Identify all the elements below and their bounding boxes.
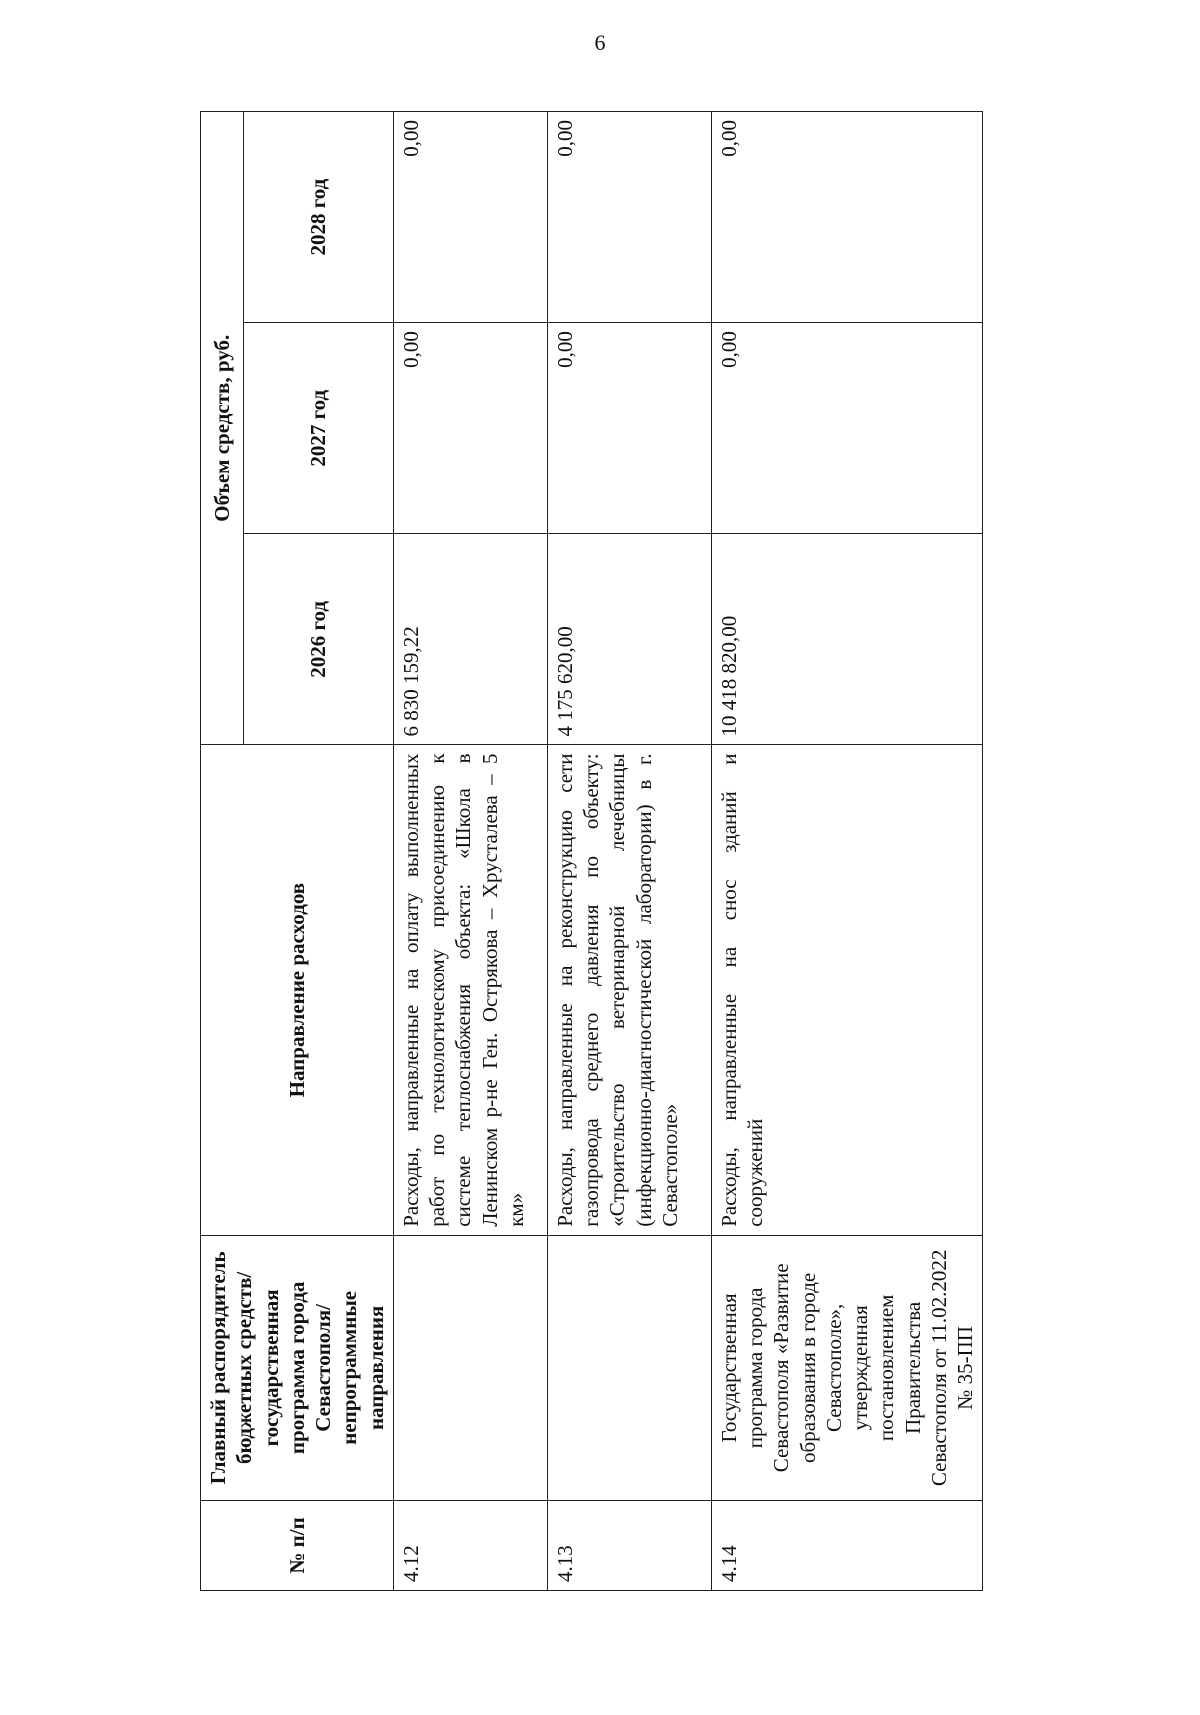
rotated-table-container — [200, 111, 977, 1591]
row-value-2027: 0,00 — [547, 323, 711, 534]
row-num: 4.12 — [393, 1500, 547, 1590]
row-value-2028: 0,00 — [393, 112, 547, 323]
header-org: Главный распорядитель бюджетных средств/государственная программа города Севастополя/непрограммные направления — [201, 1235, 394, 1500]
header-year-2026: 2026 год — [244, 534, 394, 745]
expenses-table — [200, 111, 983, 1591]
row-value-2028: 0,00 — [711, 112, 983, 323]
row-value-2026: 10 418 820,00 — [711, 534, 983, 745]
row-num: 4.14 — [711, 1500, 983, 1590]
row-direction: Расходы, направленные на оплату выполненных работ по технологическому присоединению к системе теплоснабжения объекта: «Школа в Ленинском р-не Ген. Острякова – Хрусталева – 5 км» — [393, 745, 547, 1235]
header-direction: Направление расходов — [201, 745, 394, 1235]
row-org: Государственная программа города Севастополя «Развитие образования в городе Севастополе», утвержденная постановлением Правительства Севастополя от 11.02.2022 № 35-ПП — [711, 1235, 983, 1500]
page-number: 6 — [594, 30, 606, 55]
rotated-table-frame — [200, 111, 977, 1591]
row-value-2027: 0,00 — [711, 323, 983, 534]
row-num: 4.13 — [547, 1500, 711, 1590]
row-direction: Расходы, направленные на снос зданий и сооружений — [711, 745, 983, 1235]
row-org — [393, 1235, 547, 1500]
row-value-2026: 4 175 620,00 — [547, 534, 711, 745]
row-direction: Расходы, направленные на реконструкцию сети газопровода среднего давления по объекту: «Строительство ветеринарной лечебницы (инфекционно-диагностической лаборатории) в г. Севастополе» — [547, 745, 711, 1235]
table-row — [547, 112, 711, 1591]
row-value-2026: 6 830 159,22 — [393, 534, 547, 745]
header-year-2027: 2027 год — [244, 323, 394, 534]
header-volume-group: Объем средств, руб. — [201, 112, 244, 745]
table-row — [711, 112, 983, 1591]
table-row — [393, 112, 547, 1591]
header-num: № п/п — [201, 1500, 394, 1590]
header-year-2028: 2028 год — [244, 112, 394, 323]
row-value-2028: 0,00 — [547, 112, 711, 323]
row-value-2027: 0,00 — [393, 323, 547, 534]
row-org — [547, 1235, 711, 1500]
